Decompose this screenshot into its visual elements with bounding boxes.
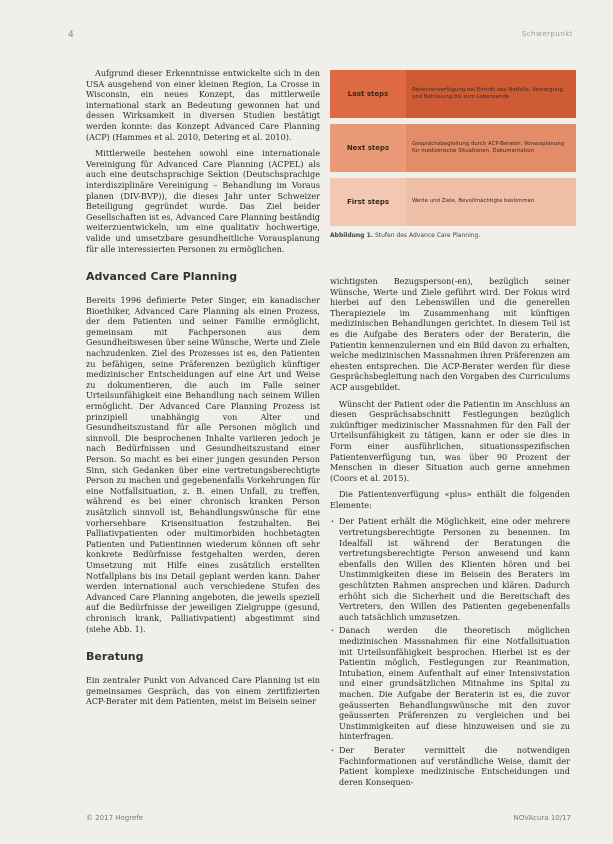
footer-issue: NOVAcura 10/17 <box>513 814 571 822</box>
right-column <box>330 276 570 791</box>
figure-label-next-steps: Next steps <box>330 124 406 172</box>
figure-text-next-steps: Gesprächsbegleitung durch ACP-Berater, Vorausplanung für medizinische Situationen, Dokumentation <box>406 124 576 172</box>
figure-caption-text: Stufen des Advance Care Planning. <box>374 232 481 239</box>
body-paragraph: Die Patientenverfügung «plus» enthält die folgenden Elemente: <box>330 489 570 510</box>
list-item: · Der Berater vermittelt die notwendigen Fachinformationen auf verständliche Weise, damit der Patient komplexe medizinische Entscheidungen und deren Konsequen- <box>330 745 570 787</box>
left-column <box>86 68 320 713</box>
figure-caption-label: Abbildung 1. <box>330 232 374 239</box>
figure-text-last-steps: Patientenverfügung bei Eintritt des Notfalls, Versorgung und Betreuung bis zum Lebensende <box>406 70 576 118</box>
list-item: · Der Patient erhält die Möglichkeit, eine oder mehrere vertretungsberechtigte Personen zu benennen. Im Idealfall ist während der Beratungen die vertretungsberechtigte Person anwesend und kann ebenfalls den Willen des Klienten hören und bei Unstimmigkeiten diese im Beisein des Beraters im geschützten Rahmen ansprechen und klären. Dadurch erhöht sich die Sicherheit und die Bereitschaft des Vertreters, den Willen des Patienten gegebenenfalls auch tatsächlich umzusetzen. <box>330 516 570 622</box>
section-heading-acp: Advanced Care Planning <box>86 270 238 284</box>
figure-row-next-steps <box>330 124 576 172</box>
acp-stages-figure <box>330 70 576 239</box>
journal-section-label: Schwerpunkt <box>521 30 573 38</box>
figure-label-last-steps: Last steps <box>330 70 406 118</box>
element-list <box>330 516 570 787</box>
acp-paragraph: Bereits 1996 definierte Peter Singer, ein kanadischer Bioethiker, Advanced Care Planning als einen Prozess, der dem Patienten und seiner Familie ermöglicht, gemeinsam mit Fachpersonen aus dem Gesundheitswesen über seine Wünsche, Werte und Ziele nachzudenken. Ziel des Prozesses ist es, den Patienten zu befähigen, seine Präferenzen bezüglich künftiger medizinischer Entscheidungen auf eine Art und Weise zu dokumentieren, die auch im Falle seiner Urteilsunfähigkeit eine Behandlung nach seinem Willen ermöglicht. Der Advanced Care Planning Prozess ist prinzipiell unabhängig von Alter und Gesundheitszustand für alle Personen möglich und sinnvoll. Die besprochenen Inhalte variieren jedoch je nach Bedürfnissen und Gesundheitszustand einer Person. So macht es bei einer jungen gesunden Person Sinn, sich Gedanken über eine vertretungsberechtigte Person zu machen und gegebenenfalls Vorkehrungen für eine Notfallsituation, z. B. einen Unfall, zu treffen, während es bei einer chronisch kranken Person zusätzlich sinnvoll ist, Behandlungswünsche für eine vorhersehbare Krisensituation festzuhalten. Bei Palliativpatienten oder multimorbiden hochbetagten Patienten und Patientinnen wiederum können oft sehr konkrete Bedürfnisse festgehalten werden, deren Umsetzung mit Hilfe eines zusätzlich erstellten Notfallplans bis ins Detail geplant werden kann. Daher werden international auch verschiedene Stufen des Advanced Care Planning angeboten, die jeweils speziell auf die Bedürfnisse der jeweiligen Zielgruppe (gesund, chronisch krank, Palliativpatient) abgestimmt sind (siehe Abb. 1). <box>86 295 320 634</box>
page-number: 4 <box>68 30 74 40</box>
footer-copyright: © 2017 Hogrefe <box>86 814 144 822</box>
figure-text-first-steps: Werte und Ziele, Bevollmächtigte bestimmen <box>406 178 576 226</box>
figure-caption <box>330 232 576 239</box>
intro-paragraph: Mittlerweile bestehen sowohl eine internationale Vereinigung für Advanced Care Planning (ACPEL) als auch eine deutschsprachige Sektion (Deutschsprachige interdisziplinäre Vereinigung – Behandlung im Voraus planen (DIV-BVP)), die dieses Jahr unter Schweizer Beteiligung gegründet wurde. Das Ziel beider Gesellschaften ist es, Advanced Care Planning beständig weiterzuentwickeln, um eine qualitativ hochwertige, valide und umsetzbare gesundheitliche Vorausplanung für alle interessierten Personen zu ermöglichen. <box>86 148 320 254</box>
section-heading-beratung: Beratung <box>86 650 144 664</box>
intro-paragraph: Aufgrund dieser Erkenntnisse entwickelte sich in den USA ausgehend von einer kleinen Region, La Crosse in Wisconsin, ein neues Konzept, das mittlerweile international stark an Bedeutung gewonnen hat und dessen Wirksamkeit in diversen Studien bestätigt werden konnte: das Konzept Advanced Care Planning (ACP) (Hammes et al. 2010, Detering et al. 2010). <box>86 68 320 142</box>
figure-row-last-steps <box>330 70 576 118</box>
body-paragraph: Wünscht der Patient oder die Patientin im Anschluss an diesen Gesprächsabschnitt Festlegungen bezüglich zukünftiger medizinischer Massnahmen für den Fall der Urteilsunfähigkeit zu tätigen, kann er oder sie dies in Form einer ausführlichen, situationsspezifischen Patientenverfügung tun, was über 90 Prozent der Menschen in dieser Situation auch gerne annehmen (Coors et al. 2015). <box>330 398 570 483</box>
figure-label-first-steps: First steps <box>330 178 406 226</box>
figure-row-first-steps <box>330 178 576 226</box>
body-paragraph: wichtigsten Bezugsperson(-en), bezüglich seiner Wünsche, Werte und Ziele geführt wird. Der Fokus wird hierbei auf den Lebenswillen und die generellen Therapieziele im Zusammenhang mit künftigen medizinischen Behandlungen gerichtet. In diesem Teil ist es die Aufgabe des Beraters oder der Beraterin, die Patientin kennenzulernen und ein Bild davon zu erhalten, welche medizinischen Massnahmen ihren Präferenzen am ehesten entsprechen. Die ACP-Berater werden für diese Gesprächsbegleitung nach den Vorgaben des Curriculums ACP ausgebildet. <box>330 276 570 392</box>
list-item: · Danach werden die theoretisch möglichen medizinischen Massnahmen für eine Notfallsituation mit Urteilsunfähigkeit besprochen. Hierbei ist es der Patientin möglich, Festlegungen zur Reanimation, Intubation, einem Aufenthalt auf einer Intensivstation und einer grundsätzlichen Mitnahme ins Spital zu machen. Die Aufgabe der Beraterin ist es, die zuvor geäusserten Behandlungswünsche mit den zuvor geäusserten Präferenzen zu vergleichen und bei Unstimmigkeiten auf diese hinzuweisen und sie zu hinterfragen. <box>330 625 570 742</box>
beratung-paragraph: Ein zentraler Punkt von Advanced Care Planning ist ein gemeinsames Gespräch, das von einem zertifizierten ACP-Berater mit dem Patienten, meist im Beisein seiner <box>86 675 320 707</box>
